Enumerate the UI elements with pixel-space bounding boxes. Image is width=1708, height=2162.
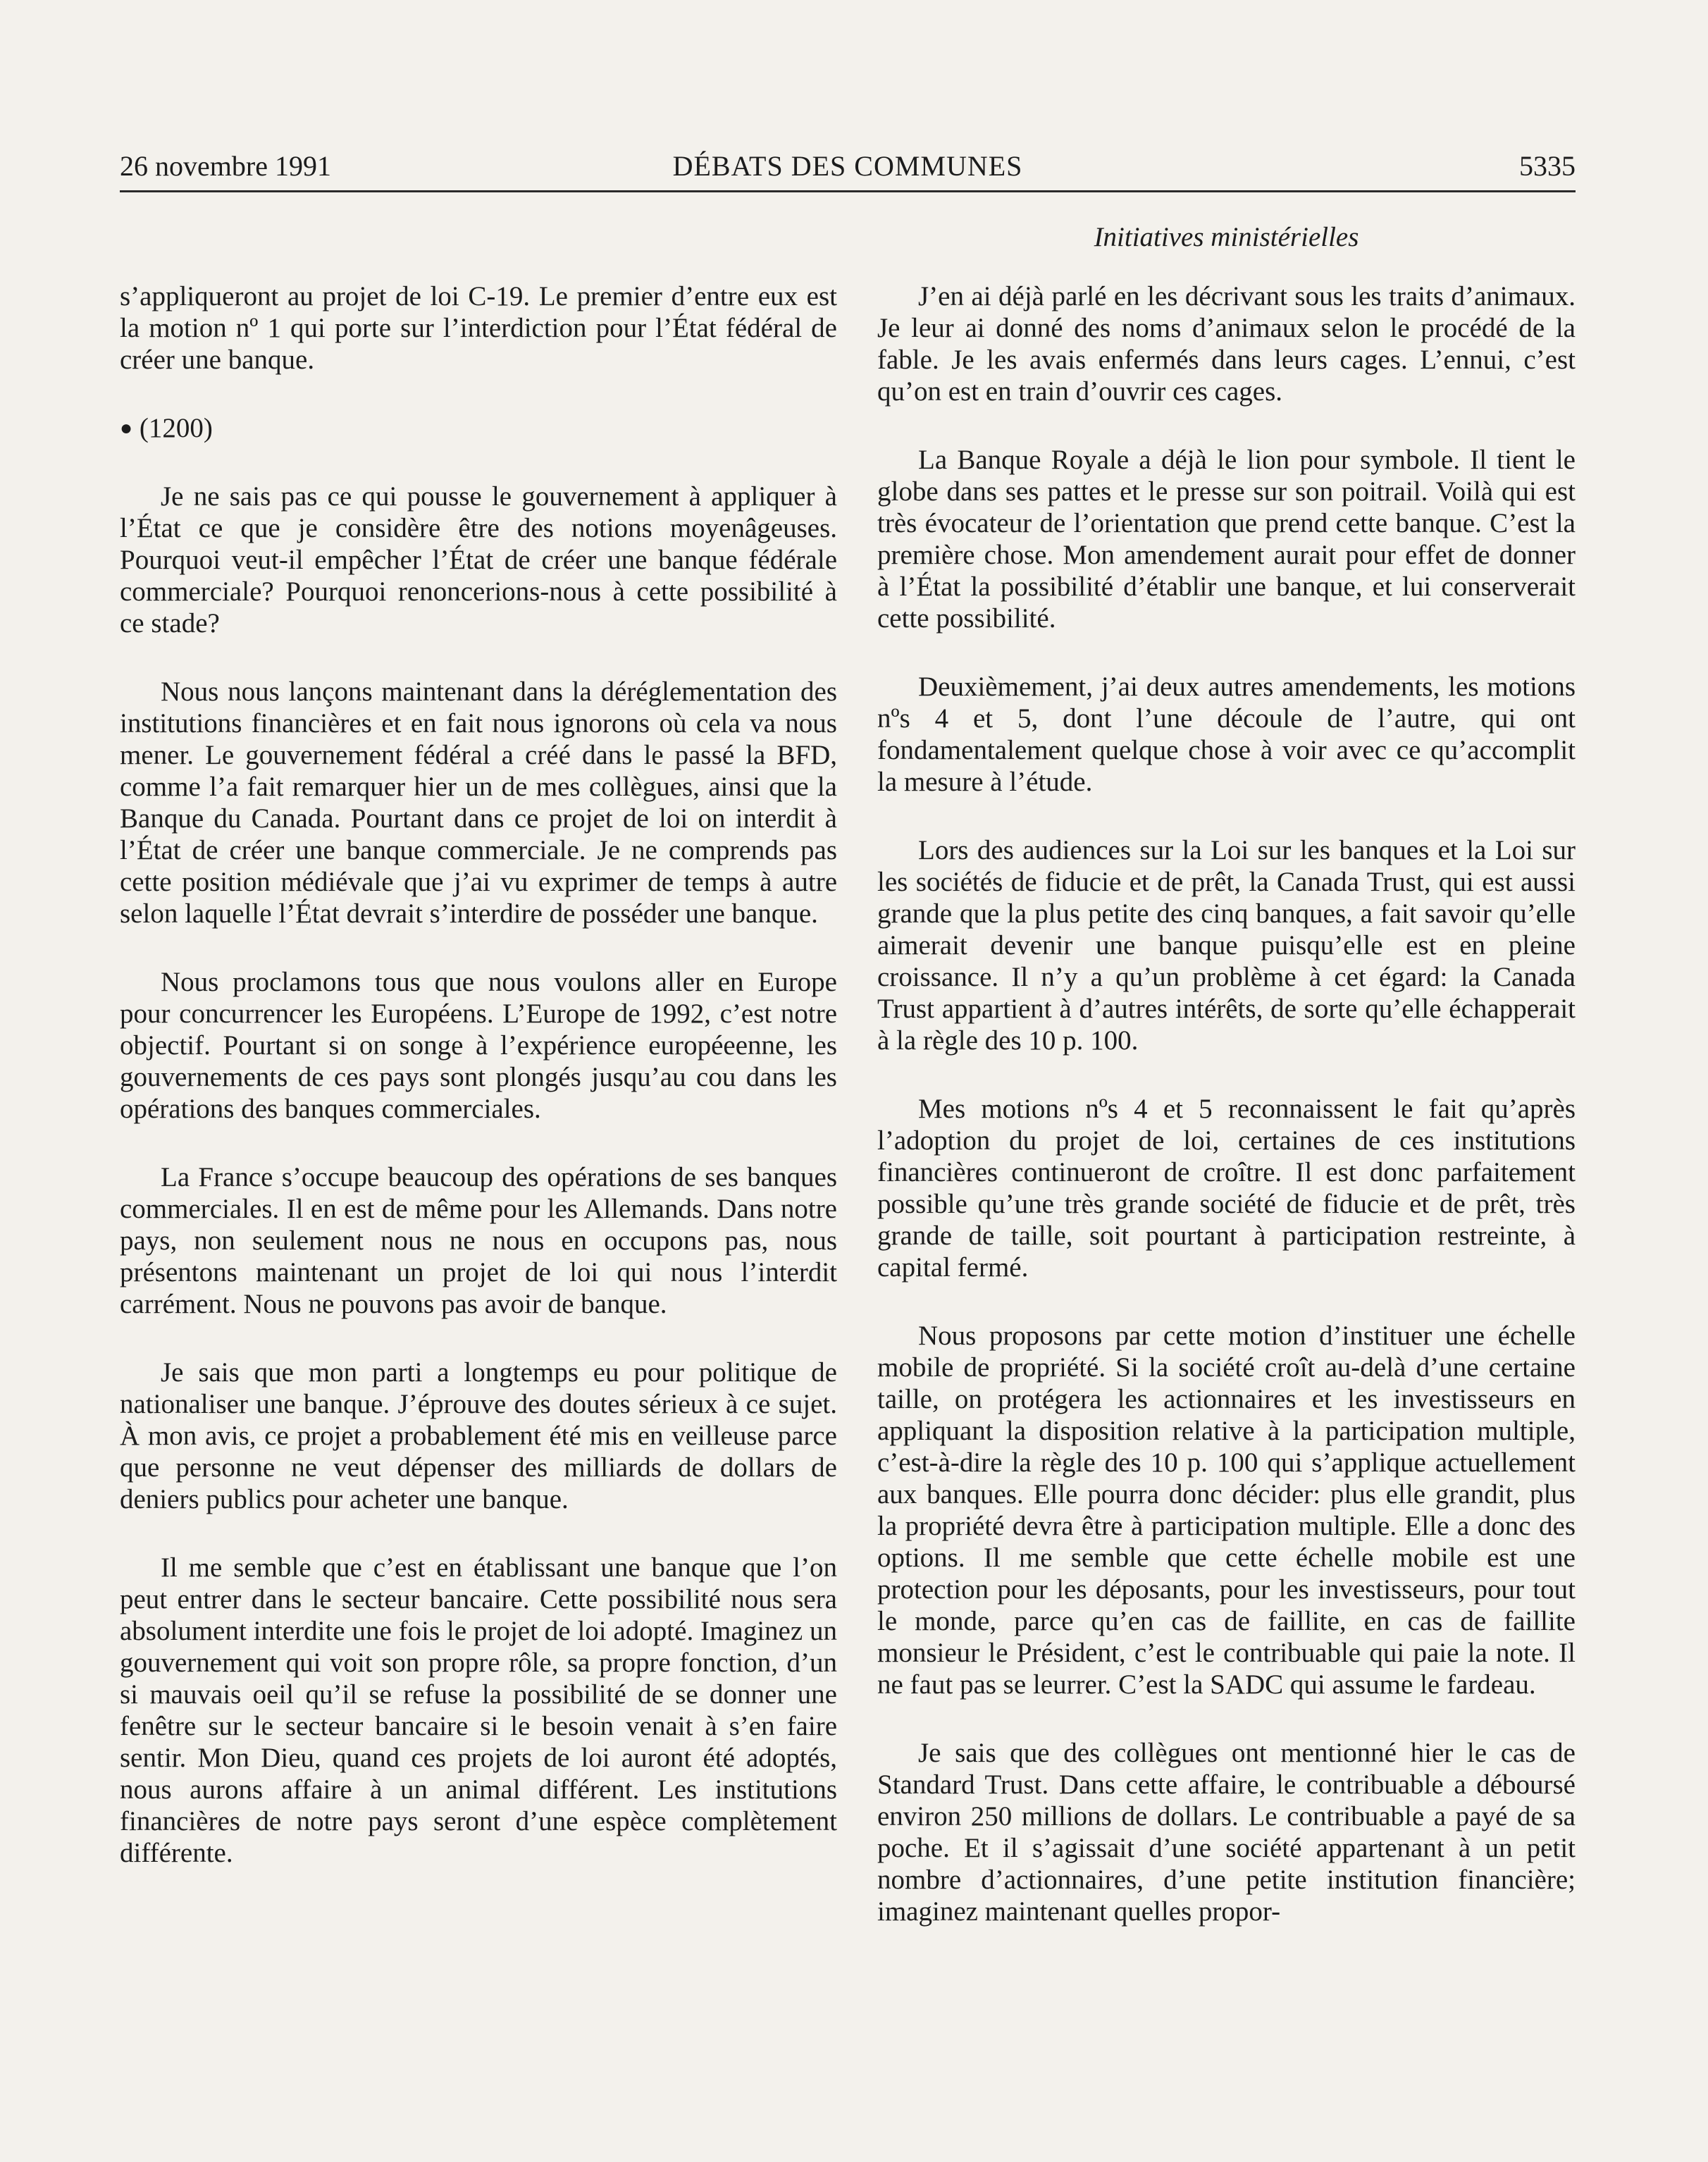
right-paragraph: J’en ai déjà parlé en les décrivant sous les traits d’animaux. Je leur ai donné des noms d’animaux selon le procédé de la fable. Je les avais enfermés dans leurs cages. L’ennui, c’est qu’on est en train d’ouvrir ces cages. [877,281,1576,407]
right-paragraph: Nous proposons par cette motion d’instituer une échelle mobile de propriété. Si la société croît au-delà d’une certaine taille, on protégera les actionnaires et les investisseurs en appliquant la disposition relative à la participation multiple, c’est-à-dire la règle des 10 p. 100 qui s’applique actuellement aux banques. Elle pourra donc décider: plus elle grandit, plus la propriété devra être à participation multiple. Elle a donc des options. Il me semble que cette échelle mobile est une protection pour les déposants, pour les investisseurs, pour tout le monde, parce qu’en cas de faillite, en cas de faillite monsieur le Président, c’est le contribuable qui paie la note. Il ne faut pas se leurrer. C’est la SADC qui assume le fardeau. [877,1321,1576,1700]
section-label: Initiatives ministérielles [1094,222,1359,252]
right-paragraph: La Banque Royale a déjà le lion pour symbole. Il tient le globe dans ses pattes et le presse sur son poitrail. Voilà qui est très évocateur de l’orientation que prend cette banque. C’est la première chose. Mon amendement aurait pour effet de donner à l’État la possibilité d’établir une banque, et lui conserverait cette possibilité. [877,445,1576,634]
timestamp-text: (1200) [139,413,213,443]
left-paragraph: Je sais que mon parti a longtemps eu pour politique de nationaliser une banque. J’éprouve des doutes sérieux à ce sujet. À mon avis, ce projet a probablement été mis en veilleuse parce que personne ne veut dépenser des milliards de dollars de deniers publics pour acheter une banque. [120,1357,837,1514]
timestamp [120,412,837,444]
right-column [877,280,1576,1927]
running-header [120,147,1576,186]
header-date: 26 novembre 1991 [120,150,331,182]
left-paragraph: Il me semble que c’est en établissant une banque que l’on peut entrer dans le secteur bancaire. Cette possibilité nous sera absolument interdite une fois le projet de loi adopté. Imaginez un gouvernement qui voit son propre rôle, sa propre fonction, d’un si mauvais oeil qu’il se refuse la possibilité de se donner une fenêtre sur le secteur bancaire si le besoin venait à s’en faire sentir. Mon Dieu, quand ces projets de loi auront été adoptés, nous aurons affaire à un animal différent. Les institutions financières de notre pays seront d’une espèce complètement différente. [120,1552,837,1868]
header-title: DÉBATS DES COMMUNES [672,150,1023,182]
left-paragraph: Nous proclamons tous que nous voulons aller en Europe pour concurrencer les Européens. L’Europe de 1992, c’est notre objectif. Pourtant si on songe à l’expérience européeenne, les gouvernements de ces pays sont plongés jusqu’au cou dans les opérations des banques commerciales. [120,967,837,1124]
left-paragraph: Nous nous lançons maintenant dans la déréglementation des institutions financières et en fait nous ignorons où cela va nous mener. Le gouvernement fédéral a créé dans le passé la BFD, comme l’a fait remarquer hier un de mes collègues, ainsi que la Banque du Canada. Pourtant dans ce projet de loi on interdit à l’État de créer une banque commerciale. Je ne comprends pas cette position médiévale que j’ai vu exprimer de temps à autre selon laquelle l’État devrait s’interdire de posséder une banque. [120,677,837,929]
header-rule [120,190,1576,192]
left-paragraph: Je ne sais pas ce qui pousse le gouvernement à appliquer à l’État ce que je considère être des notions moyenâgeuses. Pourquoi veut-il empêcher l’État de créer une banque fédérale commerciale? Pourquoi renoncerions-nous à cette possibilité à ce stade? [120,481,837,638]
header-page-number: 5335 [1519,150,1576,182]
left-column [120,280,837,1869]
right-paragraph: Mes motions nºs 4 et 5 reconnaissent le fait qu’après l’adoption du projet de loi, certaines de ces institutions financières continueront de croître. Il est donc parfaitement possible qu’une très grande société de fiducie et de prêt, très grande de taille, soit pourtant à participation restreinte, à capital fermé. [877,1094,1576,1283]
left-paragraph: La France s’occupe beaucoup des opérations de ses banques commerciales. Il en est de même pour les Allemands. Dans notre pays, non seulement nous ne nous en occupons pas, nous présentons maintenant un projet de loi qui nous l’interdit carrément. Nous ne pouvons pas avoir de banque. [120,1162,837,1319]
right-paragraph: Lors des audiences sur la Loi sur les banques et la Loi sur les sociétés de fiducie et de prêt, la Canada Trust, qui est aussi grande que la plus petite des cinq banques, a fait savoir qu’elle aimerait devenir une banque puisqu’elle est en pleine croissance. Il n’y a qu’un problème à cet égard: la Canada Trust appartient à d’autres intérêts, de sorte qu’elle échapperait à la règle des 10 p. 100. [877,835,1576,1056]
right-paragraph: Deuxièmement, j’ai deux autres amendements, les motions nºs 4 et 5, dont l’une découle de l’autre, qui ont fondamentalement quelque chose à voir avec ce qu’accomplit la mesure à l’étude. [877,672,1576,797]
right-paragraph: Je sais que des collègues ont mentionné hier le cas de Standard Trust. Dans cette affaire, le contribuable a déboursé environ 250 millions de dollars. Le contribuable a payé de sa poche. Et il s’agissait d’une société appartenant à un petit nombre d’actionnaires, d’une petite institution financière; imaginez maintenant quelles propor- [877,1738,1576,1927]
bullet-icon: ● [120,416,133,440]
left-lead-paragraph: s’appliqueront au projet de loi C-19. Le premier d’entre eux est la motion nº 1 qui porte sur l’interdiction pour l’État fédéral de créer une banque. [120,281,837,375]
